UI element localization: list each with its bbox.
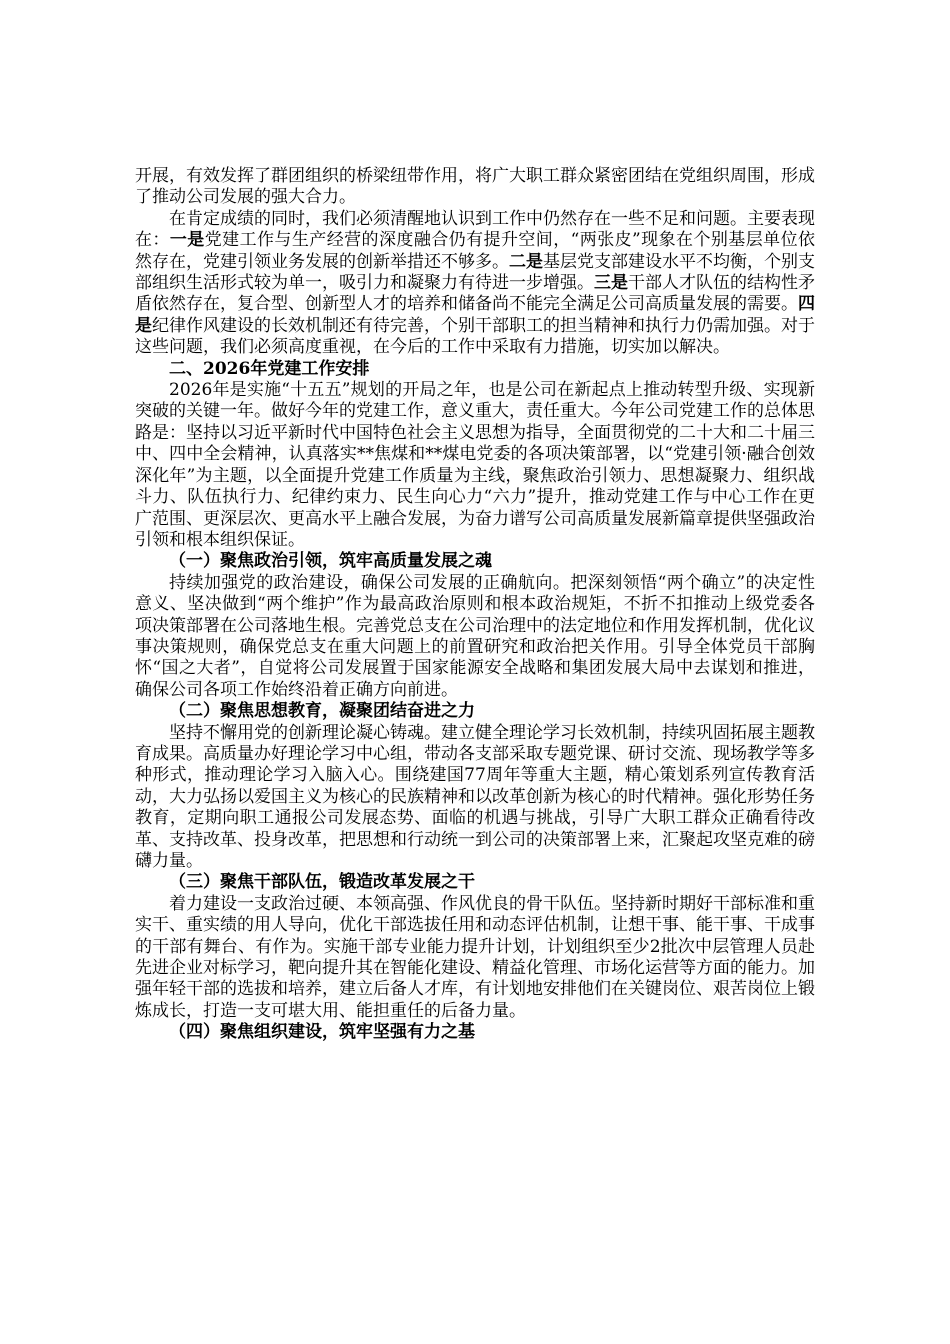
text-run: 党建工作与生产经营的深度融合仍有提升空间，“两张皮”现象在个别基层单位依然存在，党建引领业务发展的创新举措还不够多。 xyxy=(135,230,816,272)
text-run: 持续加强党的政治建设，确保公司发展的正确航向。把深刻领悟“两个确立”的决定性意义、坚决做到“两个维护”作为最高政治原则和根本政治规矩，不折不扣推动上级党委各项决策部署在公司落地生根。完善党总支在公司治理中的法定地位和作用发挥机制，优化议事决策规则，确保党总支在重大问题上的前置研究和政治把关作用。引导全体党员干部胸怀“国之大者”，自觉将公司发展置于国家能源安全战略和集团发展大局中去谋划和推进，确保公司各项工作始终沿着正确方向前进。 xyxy=(135,572,815,700)
text-run: 2026年是实施“十五五”规划的开局之年，也是公司在新起点上推动转型升级、实现新突破的关键一年。做好今年的党建工作，意义重大，责任重大。今年公司党建工作的总体思路是：坚持以习近平新时代中国特色社会主义思想为指导，全面贯彻党的二十大和二十届三中、四中全会精神，认真落实**焦煤和**煤电党委的各项决策部署，以“党建引领·融合创效深化年”为主题，以全面提升党建工作质量为主线，聚焦政治引领力、思想凝聚力、组织战斗力、队伍执行力、纪律约束力、民生向心力“六力”提升，推动党建工作与中心工作在更广范围、更深层次、更高水平上融合发展，为奋力谱写公司高质量发展新篇章提供坚强政治引领和根本组织保证。 xyxy=(135,380,815,550)
emphasis-marker: 一是 xyxy=(169,230,205,251)
body-paragraph xyxy=(135,894,815,1022)
emphasis-marker: 三是 xyxy=(594,273,628,294)
text-run: 开展，有效发挥了群团组织的桥梁纽带作用，将广大职工群众紧密团结在党组织周围，形成了推动公司发展的强大合力。 xyxy=(135,166,815,208)
text-run: 着力建设一支政治过硬、本领高强、作风优良的骨干队伍。坚持新时期好干部标准和重实干、重实绩的用人导向，优化干部选拔任用和动态评估机制，让想干事、能干事、干成事的干部有舞台、有作为。实施干部专业能力提升计划，计划组织至少2批次中层管理人员赴先进企业对标学习，靶向提升其在智能化建设、精益化管理、市场化运营等方面的能力。加强年轻干部的选拔和培养，建立后备人才库，有计划地安排他们在关键岗位、艰苦岗位上锻炼成长，打造一支可堪大用、能担重任的后备力量。 xyxy=(135,893,815,1021)
body-paragraph xyxy=(135,573,815,701)
text-run: 坚持不懈用党的创新理论凝心铸魂。建立健全理论学习长效机制，持续巩固拓展主题教育成果。高质量办好理论学习中心组，带动各支部采取专题党课、研讨交流、现场教学等多种形式，推动理论学习入脑入心。围绕建国77周年等重大主题，精心策划系列宣传教育活动，大力弘扬以爱国主义为核心的民族精神和以改革创新为核心的时代精神。强化形势任务教育，定期向职工通报公司发展态势、面临的机遇与挑战，引导广大职工群众正确看待改革、支持改革、投身改革，把思想和行动统一到公司的决策部署上来，汇聚起攻坚克难的磅礴力量。 xyxy=(135,722,815,871)
document-page xyxy=(135,166,815,1044)
body-paragraph xyxy=(135,723,815,873)
text-run: 基层党支部建设水平不均衡，个别支部组织生活形式较为单一，吸引力和凝聚力有待进一步增强。 xyxy=(135,251,815,294)
emphasis-marker: 二是 xyxy=(509,251,543,272)
section-heading: （二）聚焦思想教育，凝聚团结奋进之力 xyxy=(169,701,475,722)
emphasis-marker: 四是 xyxy=(135,294,815,336)
section-heading: （一）聚焦政治引领，筑牢高质量发展之魂 xyxy=(169,551,492,572)
section-heading: （三）聚焦干部队伍，锻造改革发展之干 xyxy=(169,872,475,893)
body-paragraph xyxy=(135,166,815,209)
text-run: 干部人才队伍的结构性矛盾依然存在，复合型、创新型人才的培养和储备尚不能完全满足公司高质量发展的需要。 xyxy=(135,273,815,315)
section-heading: （四）聚焦组织建设，筑牢坚强有力之基 xyxy=(169,1022,475,1043)
section-heading: 二、2026年党建工作安排 xyxy=(169,358,370,379)
text-run: 纪律作风建设的长效机制还有待完善，个别干部职工的担当精神和执行力仍需加强。对于这些问题，我们必须高度重视，在今后的工作中采取有力措施，切实加以解决。 xyxy=(135,315,815,358)
body-paragraph xyxy=(135,209,815,359)
body-paragraph xyxy=(135,380,815,551)
text-run: 在肯定成绩的同时，我们必须清醒地认识到工作中仍然存在一些不足和问题。主要表现在： xyxy=(135,208,815,251)
